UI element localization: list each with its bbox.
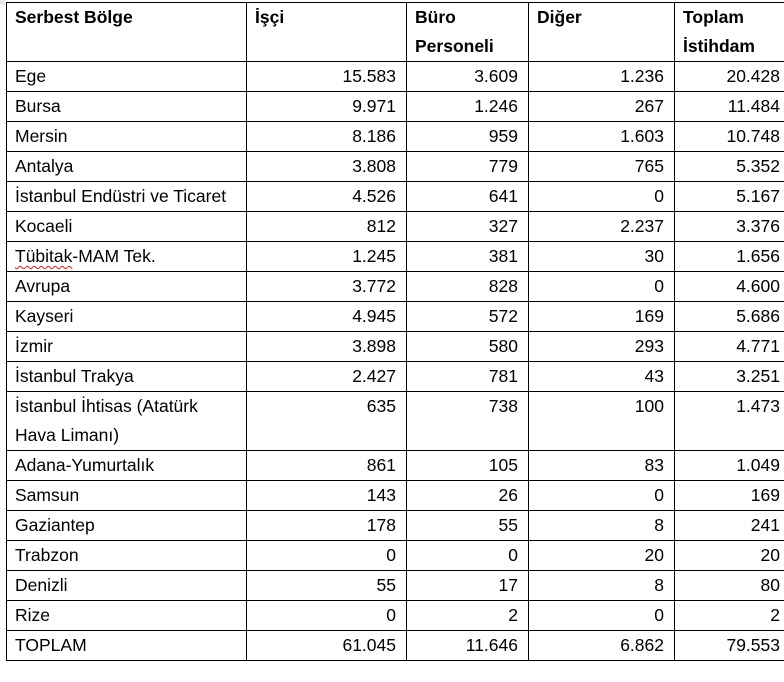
office-staff-count: 3.609 <box>407 62 529 92</box>
zone-name: Mersin <box>7 122 247 152</box>
header-office-staff: Büro Personeli <box>407 3 529 62</box>
total-count: 4.600 <box>675 272 784 302</box>
table-row <box>7 392 784 451</box>
other-count: 43 <box>529 362 675 392</box>
zone-name: Antalya <box>7 152 247 182</box>
total-count: 11.484 <box>675 92 784 122</box>
zone-name: Avrupa <box>7 272 247 302</box>
total-count: 3.251 <box>675 362 784 392</box>
total-other-count: 6.862 <box>529 631 675 661</box>
other-count: 293 <box>529 332 675 362</box>
table-row <box>7 302 784 332</box>
worker-count: 4.526 <box>247 182 407 212</box>
header-total-employment: Toplam İstihdam <box>675 3 784 62</box>
office-staff-count: 1.246 <box>407 92 529 122</box>
worker-count: 143 <box>247 481 407 511</box>
other-count: 83 <box>529 451 675 481</box>
other-count: 0 <box>529 182 675 212</box>
total-count: 20 <box>675 541 784 571</box>
worker-count: 15.583 <box>247 62 407 92</box>
office-staff-count: 17 <box>407 571 529 601</box>
office-staff-count: 105 <box>407 451 529 481</box>
table-row <box>7 332 784 362</box>
worker-count: 812 <box>247 212 407 242</box>
table-row <box>7 212 784 242</box>
table-row <box>7 182 784 212</box>
other-count: 169 <box>529 302 675 332</box>
worker-count: 0 <box>247 541 407 571</box>
total-count: 241 <box>675 511 784 541</box>
total-count: 1.473 <box>675 392 784 451</box>
worker-count: 3.808 <box>247 152 407 182</box>
table-row <box>7 92 784 122</box>
total-count: 169 <box>675 481 784 511</box>
table-row <box>7 481 784 511</box>
total-count: 5.352 <box>675 152 784 182</box>
office-staff-count: 327 <box>407 212 529 242</box>
zone-name: Ege <box>7 62 247 92</box>
table-row <box>7 272 784 302</box>
office-staff-count: 26 <box>407 481 529 511</box>
zone-name: Bursa <box>7 92 247 122</box>
total-row <box>7 631 784 661</box>
zone-name: Denizli <box>7 571 247 601</box>
office-staff-count: 781 <box>407 362 529 392</box>
other-count: 8 <box>529 571 675 601</box>
other-count: 20 <box>529 541 675 571</box>
table-row <box>7 541 784 571</box>
spellcheck-flagged-word[interactable]: Tübitak <box>15 246 73 266</box>
office-staff-count: 2 <box>407 601 529 631</box>
other-count: 267 <box>529 92 675 122</box>
table-row <box>7 362 784 392</box>
total-count: 80 <box>675 571 784 601</box>
zone-name: Samsun <box>7 481 247 511</box>
zone-name-rest: -MAM Tek. <box>72 246 156 266</box>
table-row <box>7 242 784 272</box>
header-row <box>7 3 784 62</box>
worker-count: 9.971 <box>247 92 407 122</box>
zone-name: Gaziantep <box>7 511 247 541</box>
other-count: 8 <box>529 511 675 541</box>
worker-count: 4.945 <box>247 302 407 332</box>
office-staff-count: 580 <box>407 332 529 362</box>
total-count: 1.656 <box>675 242 784 272</box>
zone-name: İzmir <box>7 332 247 362</box>
other-count: 1.236 <box>529 62 675 92</box>
worker-count: 178 <box>247 511 407 541</box>
office-staff-count: 572 <box>407 302 529 332</box>
other-count: 0 <box>529 481 675 511</box>
total-count: 20.428 <box>675 62 784 92</box>
office-staff-count: 959 <box>407 122 529 152</box>
office-staff-count: 381 <box>407 242 529 272</box>
zone-name: Rize <box>7 601 247 631</box>
total-count: 2 <box>675 601 784 631</box>
total-count: 5.686 <box>675 302 784 332</box>
worker-count: 861 <box>247 451 407 481</box>
table-row <box>7 511 784 541</box>
table-row <box>7 571 784 601</box>
header-other: Diğer <box>529 3 675 62</box>
other-count: 100 <box>529 392 675 451</box>
other-count: 765 <box>529 152 675 182</box>
zone-name: İstanbul Endüstri ve Ticaret <box>7 182 247 212</box>
table-row <box>7 451 784 481</box>
worker-count: 635 <box>247 392 407 451</box>
total-count: 1.049 <box>675 451 784 481</box>
other-count: 0 <box>529 601 675 631</box>
worker-count: 55 <box>247 571 407 601</box>
total-count: 3.376 <box>675 212 784 242</box>
worker-count: 3.772 <box>247 272 407 302</box>
total-office-staff-count: 11.646 <box>407 631 529 661</box>
zone-name: Kayseri <box>7 302 247 332</box>
worker-count: 0 <box>247 601 407 631</box>
total-count: 10.748 <box>675 122 784 152</box>
header-worker: İşçi <box>247 3 407 62</box>
office-staff-count: 779 <box>407 152 529 182</box>
zone-name: İstanbul Trakya <box>7 362 247 392</box>
zone-name: İstanbul İhtisas (Atatürk Hava Limanı) <box>7 392 247 451</box>
worker-count: 8.186 <box>247 122 407 152</box>
grand-total-count: 79.553 <box>675 631 784 661</box>
table-row <box>7 62 784 92</box>
worker-count: 3.898 <box>247 332 407 362</box>
other-count: 2.237 <box>529 212 675 242</box>
table-row <box>7 152 784 182</box>
other-count: 30 <box>529 242 675 272</box>
zone-name: Kocaeli <box>7 212 247 242</box>
zone-name <box>7 242 247 272</box>
total-label: TOPLAM <box>7 631 247 661</box>
total-worker-count: 61.045 <box>247 631 407 661</box>
other-count: 0 <box>529 272 675 302</box>
worker-count: 2.427 <box>247 362 407 392</box>
table-row <box>7 122 784 152</box>
table-row <box>7 601 784 631</box>
worker-count: 1.245 <box>247 242 407 272</box>
page-corner-mark <box>0 0 5 5</box>
office-staff-count: 641 <box>407 182 529 212</box>
zone-name: Trabzon <box>7 541 247 571</box>
office-staff-count: 0 <box>407 541 529 571</box>
office-staff-count: 55 <box>407 511 529 541</box>
total-count: 5.167 <box>675 182 784 212</box>
office-staff-count: 828 <box>407 272 529 302</box>
office-staff-count: 738 <box>407 392 529 451</box>
total-count: 4.771 <box>675 332 784 362</box>
header-free-zone: Serbest Bölge <box>7 3 247 62</box>
employment-table <box>6 2 784 661</box>
zone-name: Adana-Yumurtalık <box>7 451 247 481</box>
other-count: 1.603 <box>529 122 675 152</box>
